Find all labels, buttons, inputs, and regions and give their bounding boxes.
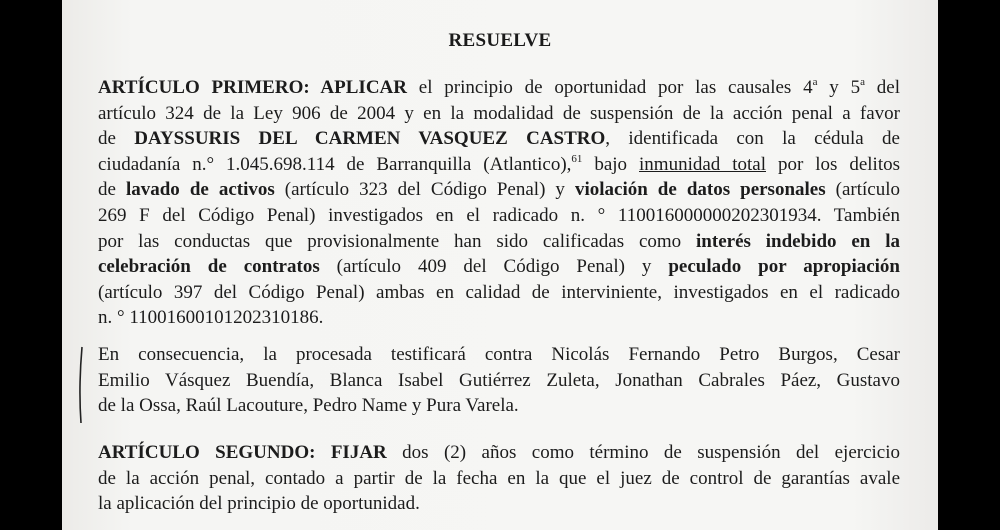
text-segment: lavado de activos bbox=[125, 179, 275, 201]
text-line bbox=[98, 102, 900, 126]
text-segment: peculado por apropiación bbox=[668, 256, 900, 278]
footnote-superscript: 61 bbox=[571, 152, 583, 165]
text-segment: interés indebido en la bbox=[696, 230, 901, 252]
text-segment: bajo bbox=[582, 153, 640, 175]
text-line bbox=[98, 204, 900, 228]
text-segment: la aplicación del principio de oportunidad. bbox=[98, 493, 420, 515]
text-segment: por los delitos bbox=[766, 153, 900, 175]
text-segment: (artículo bbox=[825, 179, 901, 201]
text-segment: (artículo 397 del Código Penal) ambas en calidad de interviniente, investigados en el radicado bbox=[98, 281, 900, 303]
text-segment: (artículo 323 del Código Penal) y bbox=[274, 179, 575, 201]
text-segment: del bbox=[865, 77, 901, 98]
document-heading: RESUELVE bbox=[448, 30, 552, 51]
text-line bbox=[98, 306, 900, 330]
text-line bbox=[98, 153, 900, 177]
text-segment: ARTÍCULO PRIMERO: APLICAR bbox=[98, 77, 407, 98]
text-segment: , identificada con la cédula de bbox=[605, 128, 900, 150]
text-line bbox=[98, 76, 900, 100]
text-segment: 269 F del Código Penal) investigados en el radicado n. ° 110016000000202301934. También bbox=[98, 205, 900, 226]
text-line bbox=[98, 127, 900, 151]
text-line bbox=[98, 255, 900, 279]
text-line bbox=[98, 394, 900, 418]
text-segment: En consecuencia, la procesada testificará contra Nicolás Fernando Petro Burgos, Cesar bbox=[98, 344, 900, 365]
text-segment: y 5 bbox=[817, 77, 861, 98]
text-segment: ARTÍCULO SEGUNDO: FIJAR bbox=[98, 442, 387, 463]
text-segment: (artículo 409 del Código Penal) y bbox=[319, 256, 669, 278]
text-segment: Emilio Vásquez Buendía, Blanca Isabel Gutiérrez Zuleta, Jonathan Cabrales Páez, Gustavo bbox=[98, 369, 900, 391]
text-segment: DAYSSURIS DEL CARMEN VASQUEZ CASTRO bbox=[134, 128, 606, 150]
text-segment: celebración de contratos bbox=[98, 256, 320, 278]
text-line bbox=[98, 492, 900, 516]
document-page bbox=[62, 0, 938, 530]
text-segment: n. ° 11001600101202310186. bbox=[98, 307, 324, 329]
footnote-superscript: a bbox=[812, 76, 818, 88]
text-segment: de la acción penal, contado a partir de la fecha en la que el juez de control de garantías avale bbox=[98, 467, 900, 489]
text-line bbox=[98, 281, 900, 305]
text-segment: de bbox=[98, 128, 135, 150]
text-segment: violación de datos personales bbox=[574, 179, 826, 201]
text-segment: de la Ossa, Raúl Lacouture, Pedro Name y Pura Varela. bbox=[98, 395, 519, 417]
text-line bbox=[98, 343, 900, 367]
text-line bbox=[98, 441, 900, 465]
text-segment: ciudadanía n.° 1.045.698.114 de Barranquilla (Atlantico), bbox=[98, 153, 572, 175]
text-segment: dos (2) años como término de suspensión del ejercicio bbox=[386, 442, 901, 463]
text-segment: el principio de oportunidad por las causales 4 bbox=[406, 77, 813, 98]
text-segment: artículo 324 de la Ley 906 de 2004 y en la modalidad de suspensión de la acción penal a favor bbox=[98, 102, 900, 124]
text-line bbox=[98, 467, 900, 491]
text-line bbox=[98, 369, 900, 393]
text-segment: inmunidad total bbox=[639, 153, 766, 175]
text-line bbox=[98, 178, 900, 202]
text-segment: de bbox=[98, 179, 126, 201]
handwritten-margin-mark bbox=[78, 345, 84, 425]
text-segment: por las conductas que provisionalmente han sido calificadas como bbox=[98, 230, 697, 252]
text-line bbox=[98, 230, 900, 254]
footnote-superscript: a bbox=[860, 76, 865, 88]
